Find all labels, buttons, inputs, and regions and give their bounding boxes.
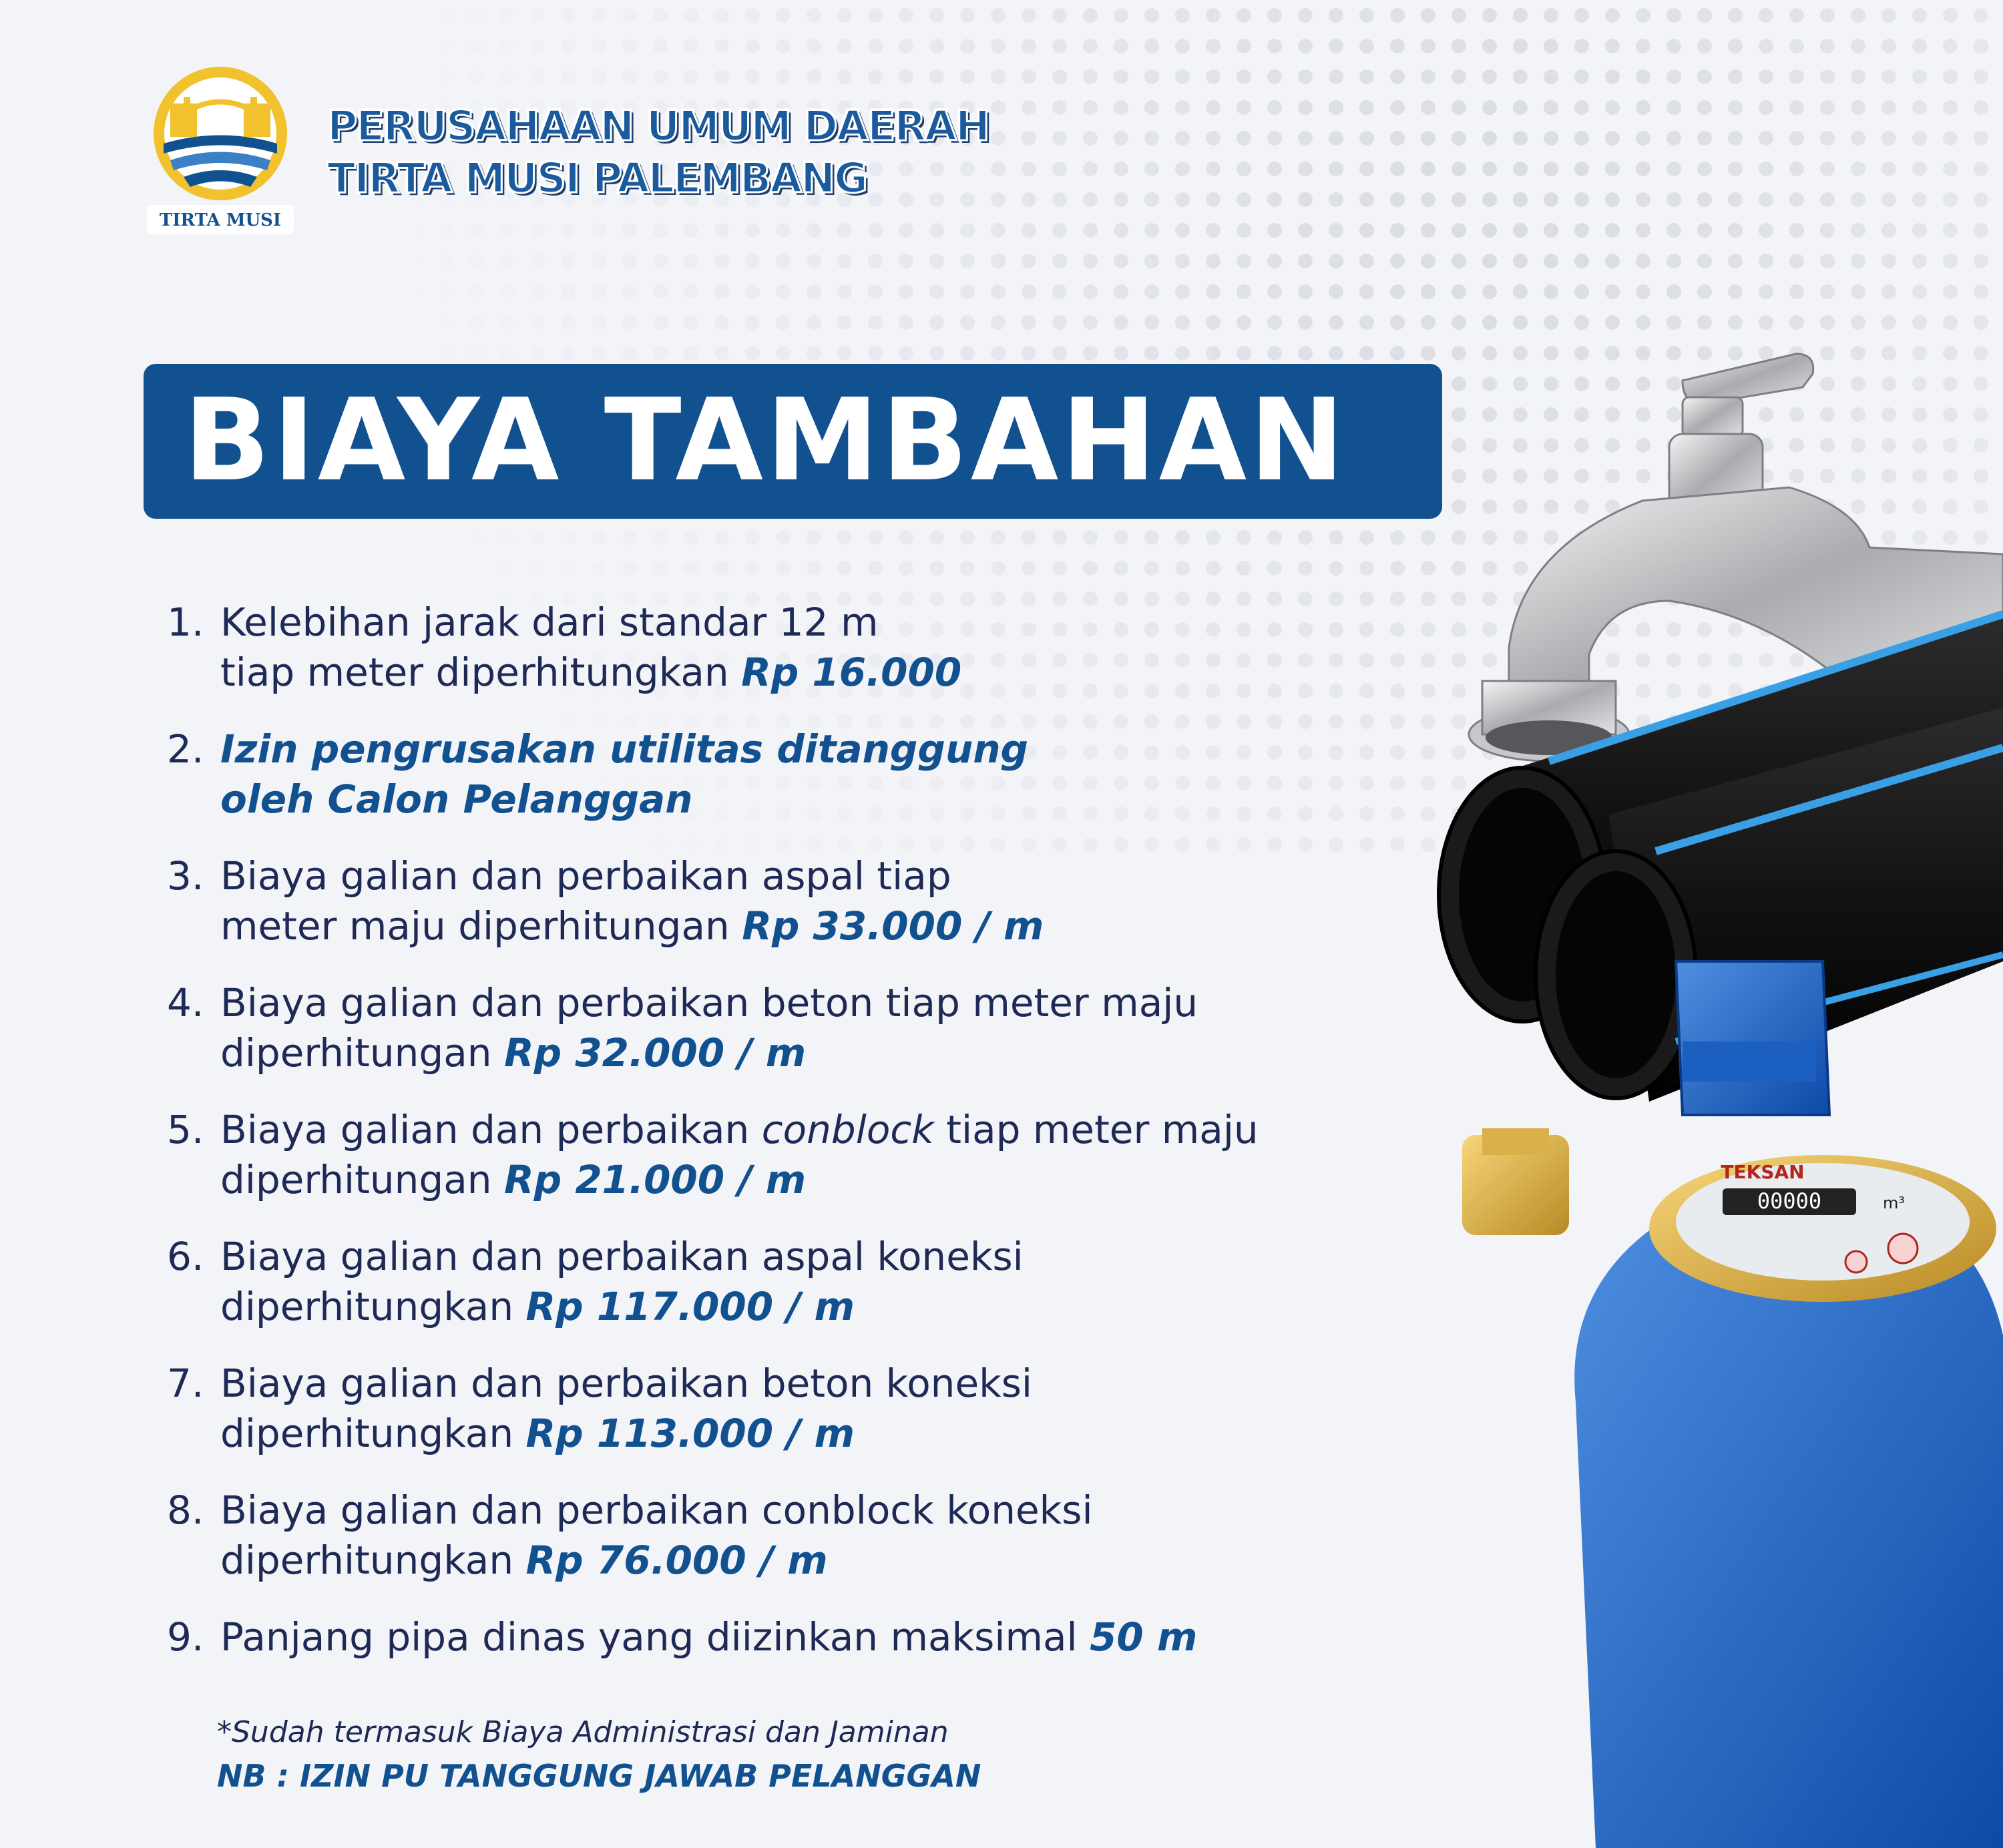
item-text: tiap meter maju [933, 1107, 1259, 1152]
company-name-line1: PERUSAHAAN UMUM DAERAH [327, 101, 989, 150]
item-number: 5. [167, 1107, 204, 1152]
list-item [167, 724, 1409, 825]
item-price: Rp 32.000 / m [503, 1030, 807, 1076]
product-illustrations [1389, 334, 2003, 1848]
item-text: diperhitungan [220, 1157, 504, 1202]
item-number: 8. [167, 1487, 204, 1533]
item-number: 1. [167, 600, 204, 645]
page-title: BIAYA TAMBAHAN [184, 375, 1347, 507]
item-text: Panjang pipa dinas yang diizinkan maksimal [220, 1614, 1090, 1660]
item-price: Rp 21.000 / m [503, 1157, 807, 1202]
item-text: tiap meter diperhitungkan [220, 650, 742, 695]
list-item [167, 851, 1409, 951]
list-item [167, 1485, 1409, 1586]
item-text: Biaya galian dan perbaikan beton tiap meter maju [220, 980, 1198, 1025]
nb-note: NB : IZIN PU TANGGUNG JAWAB PELANGGAN [217, 1758, 981, 1794]
list-item [167, 978, 1409, 1078]
list-item [167, 1359, 1409, 1459]
company-name [327, 100, 989, 204]
company-name-line2: TIRTA MUSI PALEMBANG [327, 154, 867, 202]
list-item [167, 1232, 1409, 1332]
item-price: 50 m [1090, 1614, 1198, 1660]
item-text: Izin pengrusakan utilitas ditanggung [220, 726, 1029, 772]
item-text: Biaya galian dan perbaikan aspal tiap [220, 853, 951, 899]
item-price: Rp 117.000 / m [525, 1284, 855, 1329]
item-text: Kelebihan jarak dari standar 12 m [220, 600, 879, 645]
item-text: oleh Calon Pelanggan [220, 776, 693, 822]
item-text: diperhitungan [220, 1030, 504, 1076]
footnote: *Sudah termasuk Biaya Administrasi dan Jaminan [217, 1715, 949, 1749]
item-text: Biaya galian dan perbaikan beton koneksi [220, 1361, 1033, 1406]
fee-list [167, 598, 1409, 1689]
item-number: 3. [167, 853, 204, 899]
item-price: Rp 16.000 [741, 650, 962, 695]
item-price: Rp 33.000 / m [742, 903, 1044, 949]
meter-brand: TEKSAN [1721, 1161, 1805, 1183]
item-number: 2. [167, 726, 204, 772]
meter-digits: 00000 [1757, 1188, 1822, 1214]
item-price: Rp 113.000 / m [525, 1411, 855, 1456]
item-number: 4. [167, 980, 204, 1025]
list-item [167, 598, 1409, 698]
item-text: diperhitungkan [220, 1411, 526, 1456]
item-text: diperhitungkan [220, 1538, 526, 1583]
list-item [167, 1105, 1409, 1205]
list-item [167, 1612, 1409, 1662]
item-text-emphasis: conblock [761, 1107, 934, 1152]
meter-unit: m³ [1883, 1194, 1905, 1212]
logo-text: TIRTA MUSI [159, 210, 282, 230]
item-text: Biaya galian dan perbaikan aspal koneksi [220, 1234, 1024, 1279]
item-number: 6. [167, 1234, 204, 1279]
company-logo [144, 63, 297, 237]
water-meter-illustration [1462, 961, 2003, 1848]
item-text: meter maju diperhitungan [220, 903, 742, 949]
item-text: Biaya galian dan perbaikan [220, 1107, 762, 1152]
item-number: 7. [167, 1361, 204, 1406]
item-text: diperhitungkan [220, 1284, 526, 1329]
item-price: Rp 76.000 / m [525, 1538, 828, 1583]
item-number: 9. [167, 1614, 204, 1660]
item-text: Biaya galian dan perbaikan conblock koneksi [220, 1487, 1093, 1533]
